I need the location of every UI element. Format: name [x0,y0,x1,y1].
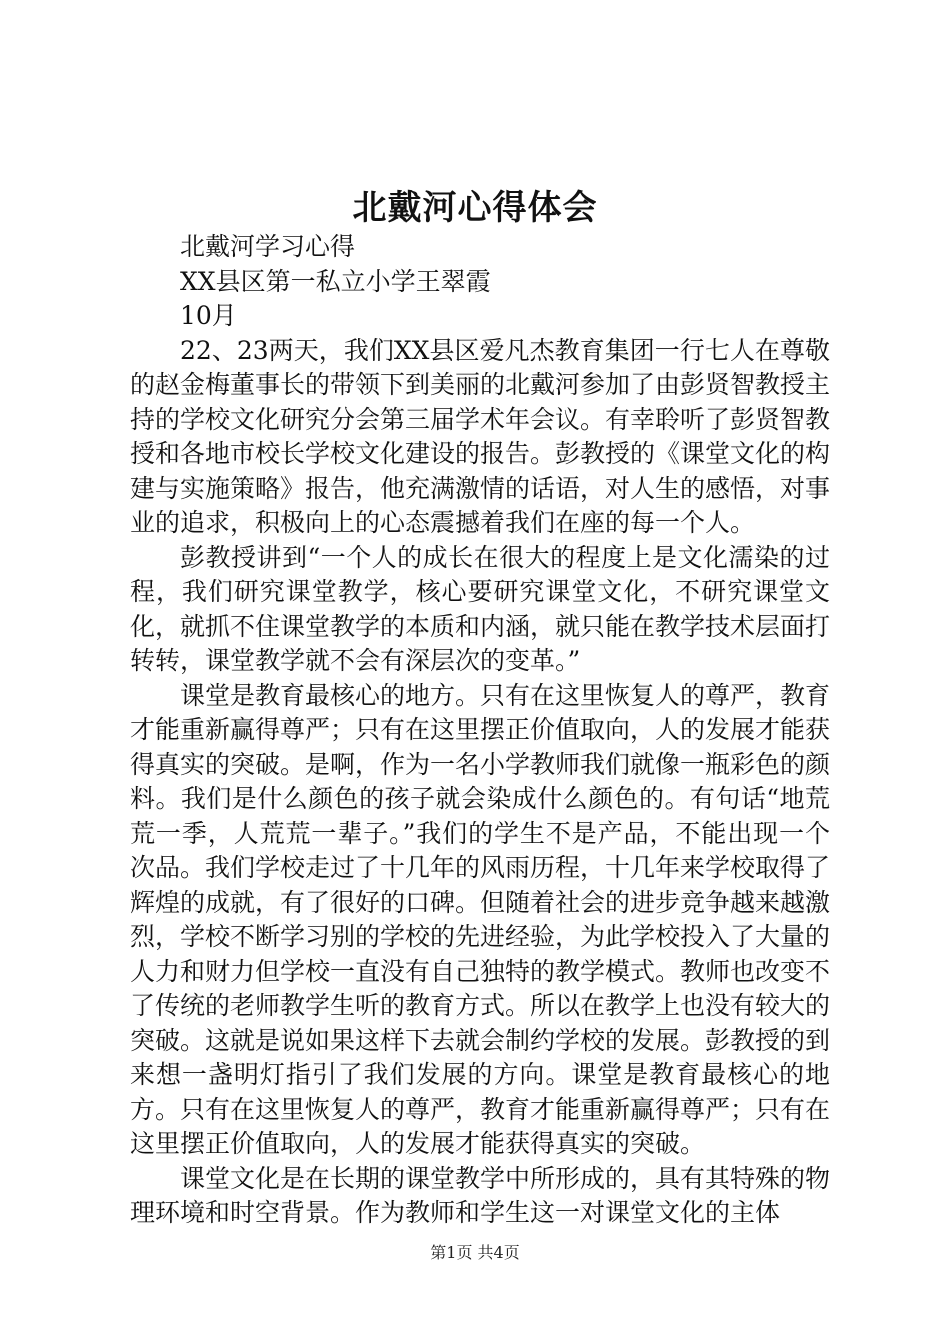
subtitle-line: 北戴河学习心得 [180,232,356,261]
paragraph: 课堂是教育最核心的地方。只有在这里恢复人的尊严，教育才能重新赢得尊严；只有在这里摆正价值取向，人的发展才能获得真实的突破。是啊，作为一名小学教师我们就像一瓶彩色的颜料。我们是什么颜色的孩子就会染成什么颜色的。有句话“地荒荒一季，人荒荒一辈子。”我们的学生不是产品，不能出现一个次品。我们学校走过了十几年的风雨历程，十几年来学校取得了辉煌的成就，有了很好的口碑。但随着社会的进步竞争越来越激烈，学校不断学习别的学校的先进经验，为此学校投入了大量的人力和财力但学校一直没有自己独特的教学模式。教师也改变不了传统的老师教学生听的教育方式。所以在教学上也没有较大的突破。这就是说如果这样下去就会制约学校的发展。彭教授的到来想一盏明灯指引了我们发展的方向。课堂是教育最核心的地方。只有在这里恢复人的尊严，教育才能重新赢得尊严；只有在这里摆正价值取向，人的发展才能获得真实的突破。 [130,680,831,1158]
document-title: 北戴河心得体会 [352,188,598,228]
author-line: XX县区第一私立小学王翠霞 [180,266,491,296]
date-line: 10月 [180,301,237,330]
document-body [130,230,830,1231]
page-number-footer: 第1页 共4页 [430,1243,520,1262]
paragraph: 课堂文化是在长期的课堂教学中所形成的，具有其特殊的物理环境和时空背景。作为教师和学生这一对课堂文化的主体 [130,1163,831,1227]
paragraph: 22、23两天，我们XX县区爱凡杰教育集团一行七人在尊敬的赵金梅董事长的带领下到美丽的北戴河参加了由彭贤智教授主持的学校文化研究分会第三届学术年会议。有幸聆听了彭贤智教授和各地市校长学校文化建设的报告。彭教授的《课堂文化的构建与实施策略》报告，他充满激情的话语，对人生的感悟，对事业的追求，积极向上的心态震撼着我们在座的每一个人。 [130,335,831,537]
paragraph: 彭教授讲到“一个人的成长在很大的程度上是文化濡染的过程，我们研究课堂教学，核心要研究课堂文化，不研究课堂文化，就抓不住课堂教学的本质和内涵，就只能在教学技术层面打转转，课堂教学就不会有深层次的变革。” [130,542,831,675]
